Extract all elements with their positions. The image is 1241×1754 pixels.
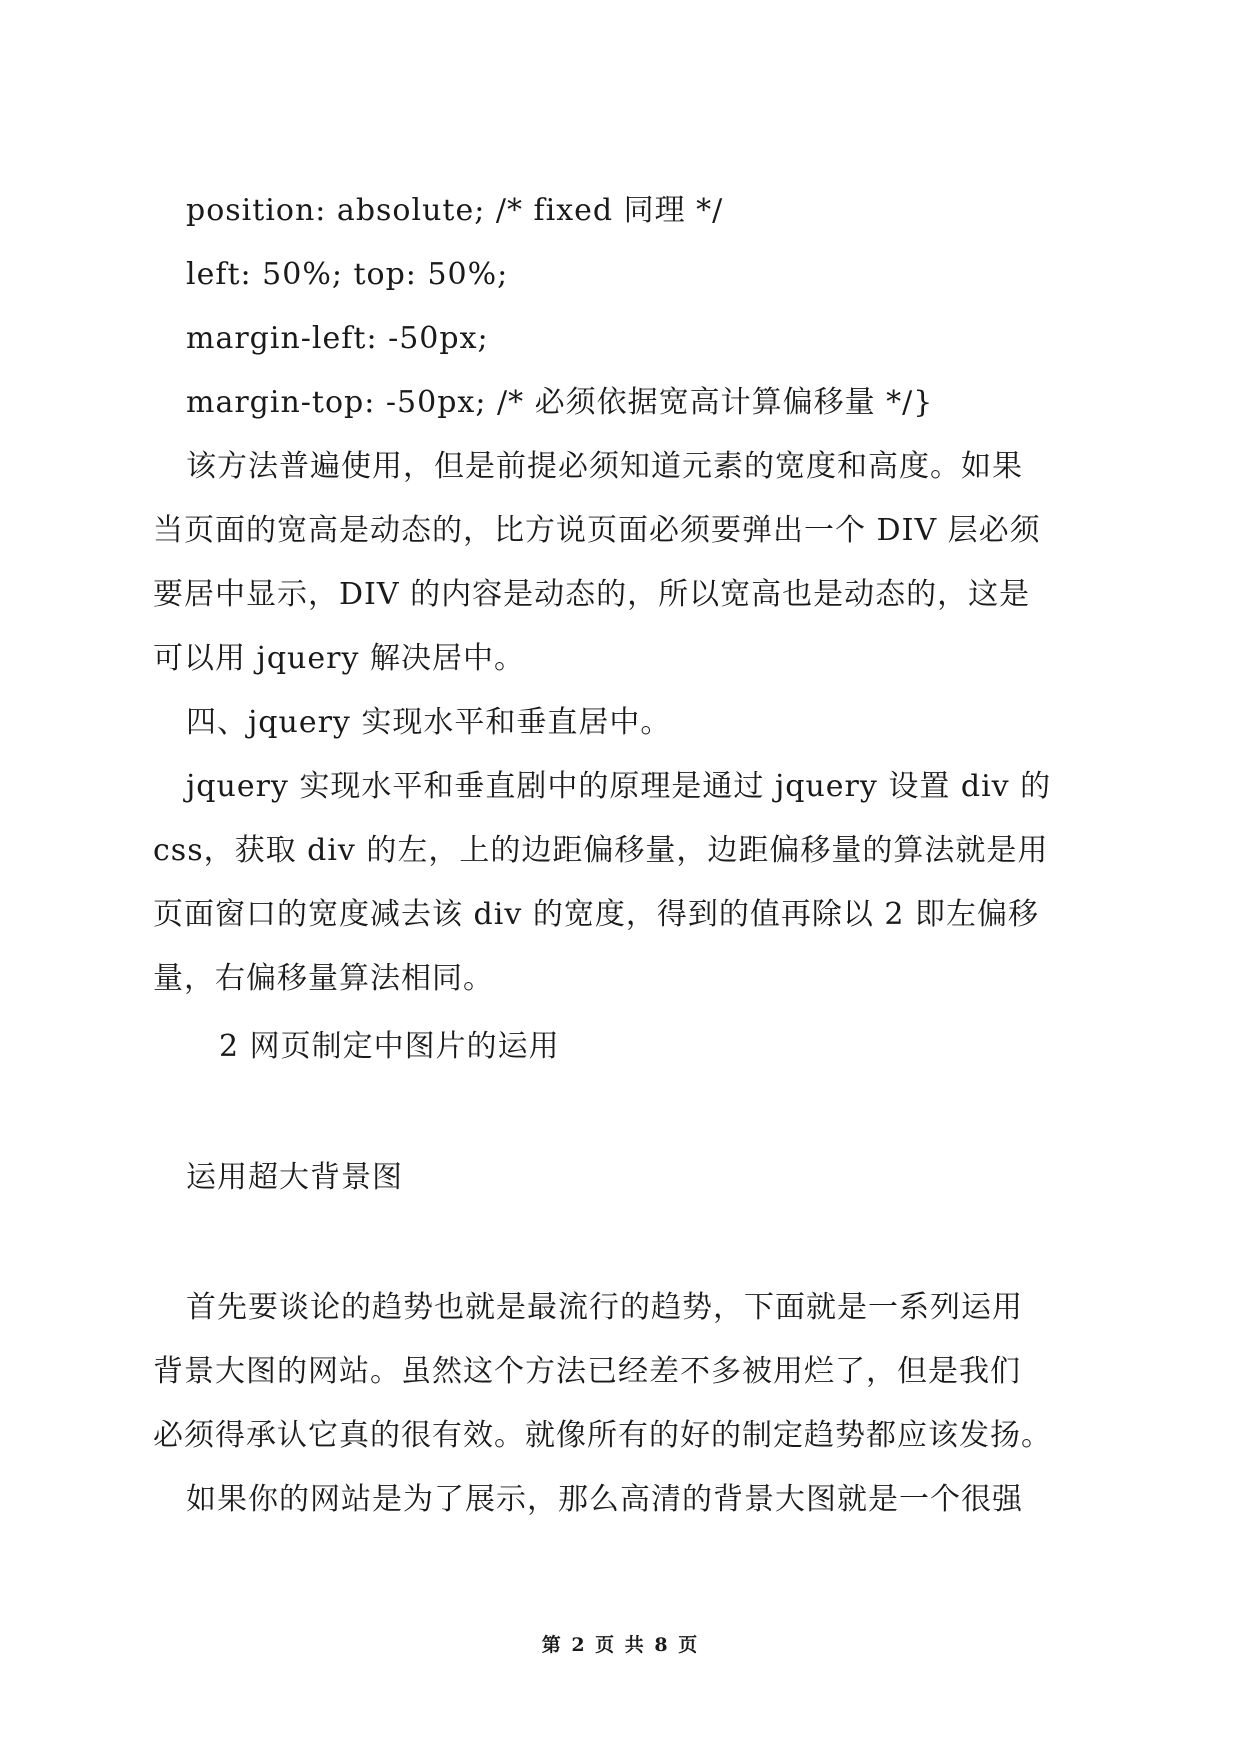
paragraph-line: 当页面的宽高是动态的，比方说页面必须要弹出一个 DIV 层必须	[153, 513, 1041, 548]
paragraph-line: 如果你的网站是为了展示，那么高清的背景大图就是一个很强	[186, 1482, 1023, 1517]
paragraph-line: 页面窗口的宽度减去该 div 的宽度，得到的值再除以 2 即左偏移	[153, 897, 1039, 932]
paragraph-line: 该方法普遍使用，但是前提必须知道元素的宽度和高度。如果	[186, 449, 1023, 484]
paragraph-line: 可以用 jquery 解决居中。	[153, 641, 525, 676]
code-line: position: absolute; /* fixed 同理 */	[186, 193, 724, 228]
page-footer: 第 2 页 共 8 页	[541, 1634, 700, 1656]
subsection-title: 运用超大背景图	[186, 1160, 403, 1195]
section-title: 2 网页制定中图片的运用	[219, 1029, 560, 1064]
section-heading: 四、jquery 实现水平和垂直居中。	[186, 705, 672, 740]
code-line: left: 50%; top: 50%;	[186, 257, 509, 292]
paragraph-line: 背景大图的网站。虽然这个方法已经差不多被用烂了，但是我们	[153, 1354, 1021, 1389]
paragraph-line: jquery 实现水平和垂直剧中的原理是通过 jquery 设置 div 的	[186, 769, 1052, 804]
code-line: margin-left: -50px;	[186, 321, 489, 356]
code-line: margin-top: -50px; /* 必须依据宽高计算偏移量 */}	[186, 385, 934, 420]
paragraph-line: css，获取 div 的左，上的边距偏移量，边距偏移量的算法就是用	[153, 833, 1049, 868]
paragraph-line: 必须得承认它真的很有效。就像所有的好的制定趋势都应该发扬。	[153, 1418, 1052, 1453]
paragraph-line: 量，右偏移量算法相同。	[153, 961, 494, 996]
paragraph-line: 首先要谈论的趋势也就是最流行的趋势，下面就是一系列运用	[186, 1290, 1023, 1325]
paragraph-line: 要居中显示，DIV 的内容是动态的，所以宽高也是动态的，这是	[153, 577, 1031, 612]
